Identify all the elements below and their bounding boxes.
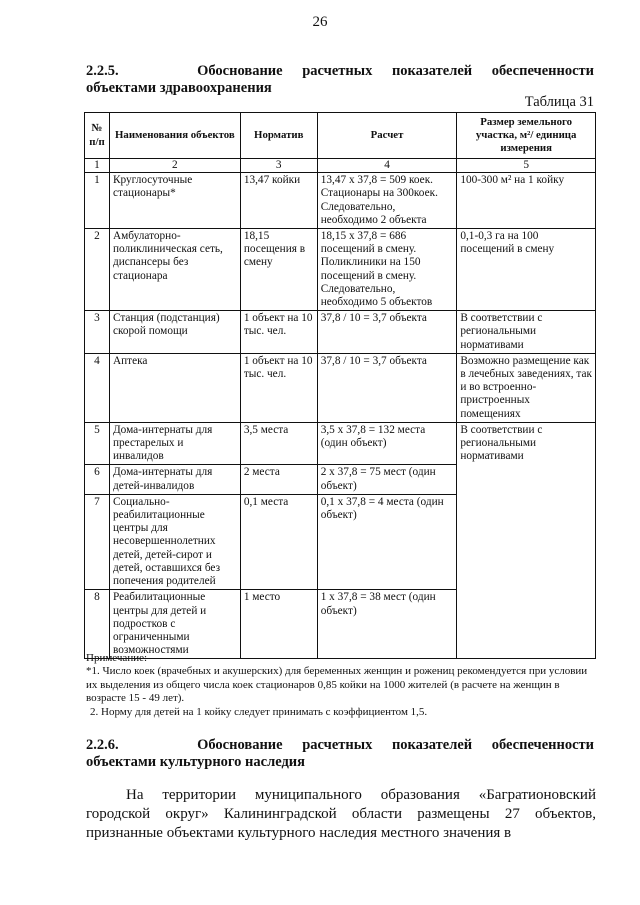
facility-calc: 3,5 х 37,8 = 132 места (один объект): [317, 422, 457, 465]
table-row: [85, 422, 596, 465]
header-name: Наименования объектов: [109, 113, 240, 159]
table-caption: Таблица 31: [524, 94, 594, 110]
col-num: 2: [109, 159, 240, 173]
section-number: 2.2.5.: [86, 63, 119, 79]
facility-name: Реабилитационные центры для детей и подростков с ограниченными возможностями: [109, 590, 240, 659]
facility-name: Амбулаторно-поликлиническая сеть, диспансеры без стационара: [109, 229, 240, 311]
section-heading-heritage: [86, 737, 594, 771]
header-size: Размер земельного участка, м²/ единица измерения: [457, 113, 596, 159]
table-row: [85, 311, 596, 354]
header-no: № п/п: [85, 113, 110, 159]
facility-norm: 1 место: [240, 590, 317, 659]
header-norm: Норматив: [240, 113, 317, 159]
row-number: 6: [85, 465, 110, 494]
table-header-row: [85, 113, 596, 159]
facility-name: Станция (подстанция) скорой помощи: [109, 311, 240, 354]
facility-calc: 2 х 37,8 = 75 мест (один объект): [317, 465, 457, 494]
heritage-paragraph: На территории муниципального образования «Багратионовский городской округ» Калининградской области размещены 27 объектов, признанные объектами культурного наследия местного значения в: [86, 787, 596, 841]
facility-size: Возможно размещение как в лечебных заведениях, так и во встроенно-пристроенных помещениях: [457, 353, 596, 422]
table-row: [85, 229, 596, 311]
health-facilities-table: [84, 112, 596, 659]
notes-title: Примечание:: [86, 652, 148, 664]
facility-calc: 37,8 / 10 = 3,7 объекта: [317, 353, 457, 422]
col-num: 3: [240, 159, 317, 173]
facility-calc: 13,47 х 37,8 = 509 коек. Стационары на 300коек. Следовательно, необходимо 2 объекта: [317, 173, 457, 229]
facility-norm: 13,47 койки: [240, 173, 317, 229]
note-1: *1. Число коек (врачебных и акушерских) для беременных женщин и рожениц рекомендуется при условии их выделения из общего числа коек стационаров 0,85 койки на 1000 жителей (в расчете на женщин в возрасте 15 - 49 лет).: [86, 665, 588, 705]
section-number: 2.2.6.: [86, 737, 119, 753]
col-num: 4: [317, 159, 457, 173]
facility-size: 0,1-0,3 га на 100 посещений в смену: [457, 229, 596, 311]
table-row: [85, 353, 596, 422]
row-number: 2: [85, 229, 110, 311]
row-number: 3: [85, 311, 110, 354]
section-title-line2: объектами здравоохранения: [86, 80, 272, 96]
facility-name: Аптека: [109, 353, 240, 422]
page-number: 26: [312, 14, 328, 30]
facility-norm: 1 объект на 10 тыс. чел.: [240, 311, 317, 354]
header-calc: Расчет: [317, 113, 457, 159]
col-num: 1: [85, 159, 110, 173]
section-title-line1: Обоснование расчетных показателей обеспеченности: [197, 63, 595, 79]
column-numbers-row: [85, 159, 596, 173]
facility-name: Социально-реабилитационные центры для несовершеннолетних детей, детей-сирот и детей, оставшихся без попечения родителей: [109, 494, 240, 589]
facility-calc: 0,1 х 37,8 = 4 места (один объект): [317, 494, 457, 589]
facility-norm: 1 объект на 10 тыс. чел.: [240, 353, 317, 422]
facility-norm: 18,15 посещения в смену: [240, 229, 317, 311]
row-number: 1: [85, 173, 110, 229]
section-heading-health: [86, 63, 594, 97]
facility-size: В соответствии с региональными нормативами: [457, 311, 596, 354]
facility-calc: 18,15 х 37,8 = 686 посещений в смену. Поликлиники на 150 посещений в смену. Следовательно, необходимо 5 объектов: [317, 229, 457, 311]
note-2: 2. Норму для детей на 1 койку следует принимать с коэффициентом 1,5.: [90, 705, 428, 718]
facility-name: Дома-интернаты для детей-инвалидов: [109, 465, 240, 494]
facility-size: В соответствии с региональными нормативами: [457, 422, 596, 658]
facility-size: 100-300 м² на 1 койку: [457, 173, 596, 229]
table-row: [85, 173, 596, 229]
row-number: 7: [85, 494, 110, 589]
facility-name: Круглосуточные стационары*: [109, 173, 240, 229]
col-num: 5: [457, 159, 596, 173]
section-title-line1: Обоснование расчетных показателей обеспеченности: [197, 737, 595, 753]
facility-calc: 1 х 37,8 = 38 мест (один объект): [317, 590, 457, 659]
table-notes: [86, 652, 598, 719]
facility-norm: 0,1 места: [240, 494, 317, 589]
facility-norm: 2 места: [240, 465, 317, 494]
facility-calc: 37,8 / 10 = 3,7 объекта: [317, 311, 457, 354]
section-title-line2: объектами культурного наследия: [86, 754, 305, 770]
facility-name: Дома-интернаты для престарелых и инвалидов: [109, 422, 240, 465]
row-number: 8: [85, 590, 110, 659]
facility-norm: 3,5 места: [240, 422, 317, 465]
row-number: 5: [85, 422, 110, 465]
row-number: 4: [85, 353, 110, 422]
